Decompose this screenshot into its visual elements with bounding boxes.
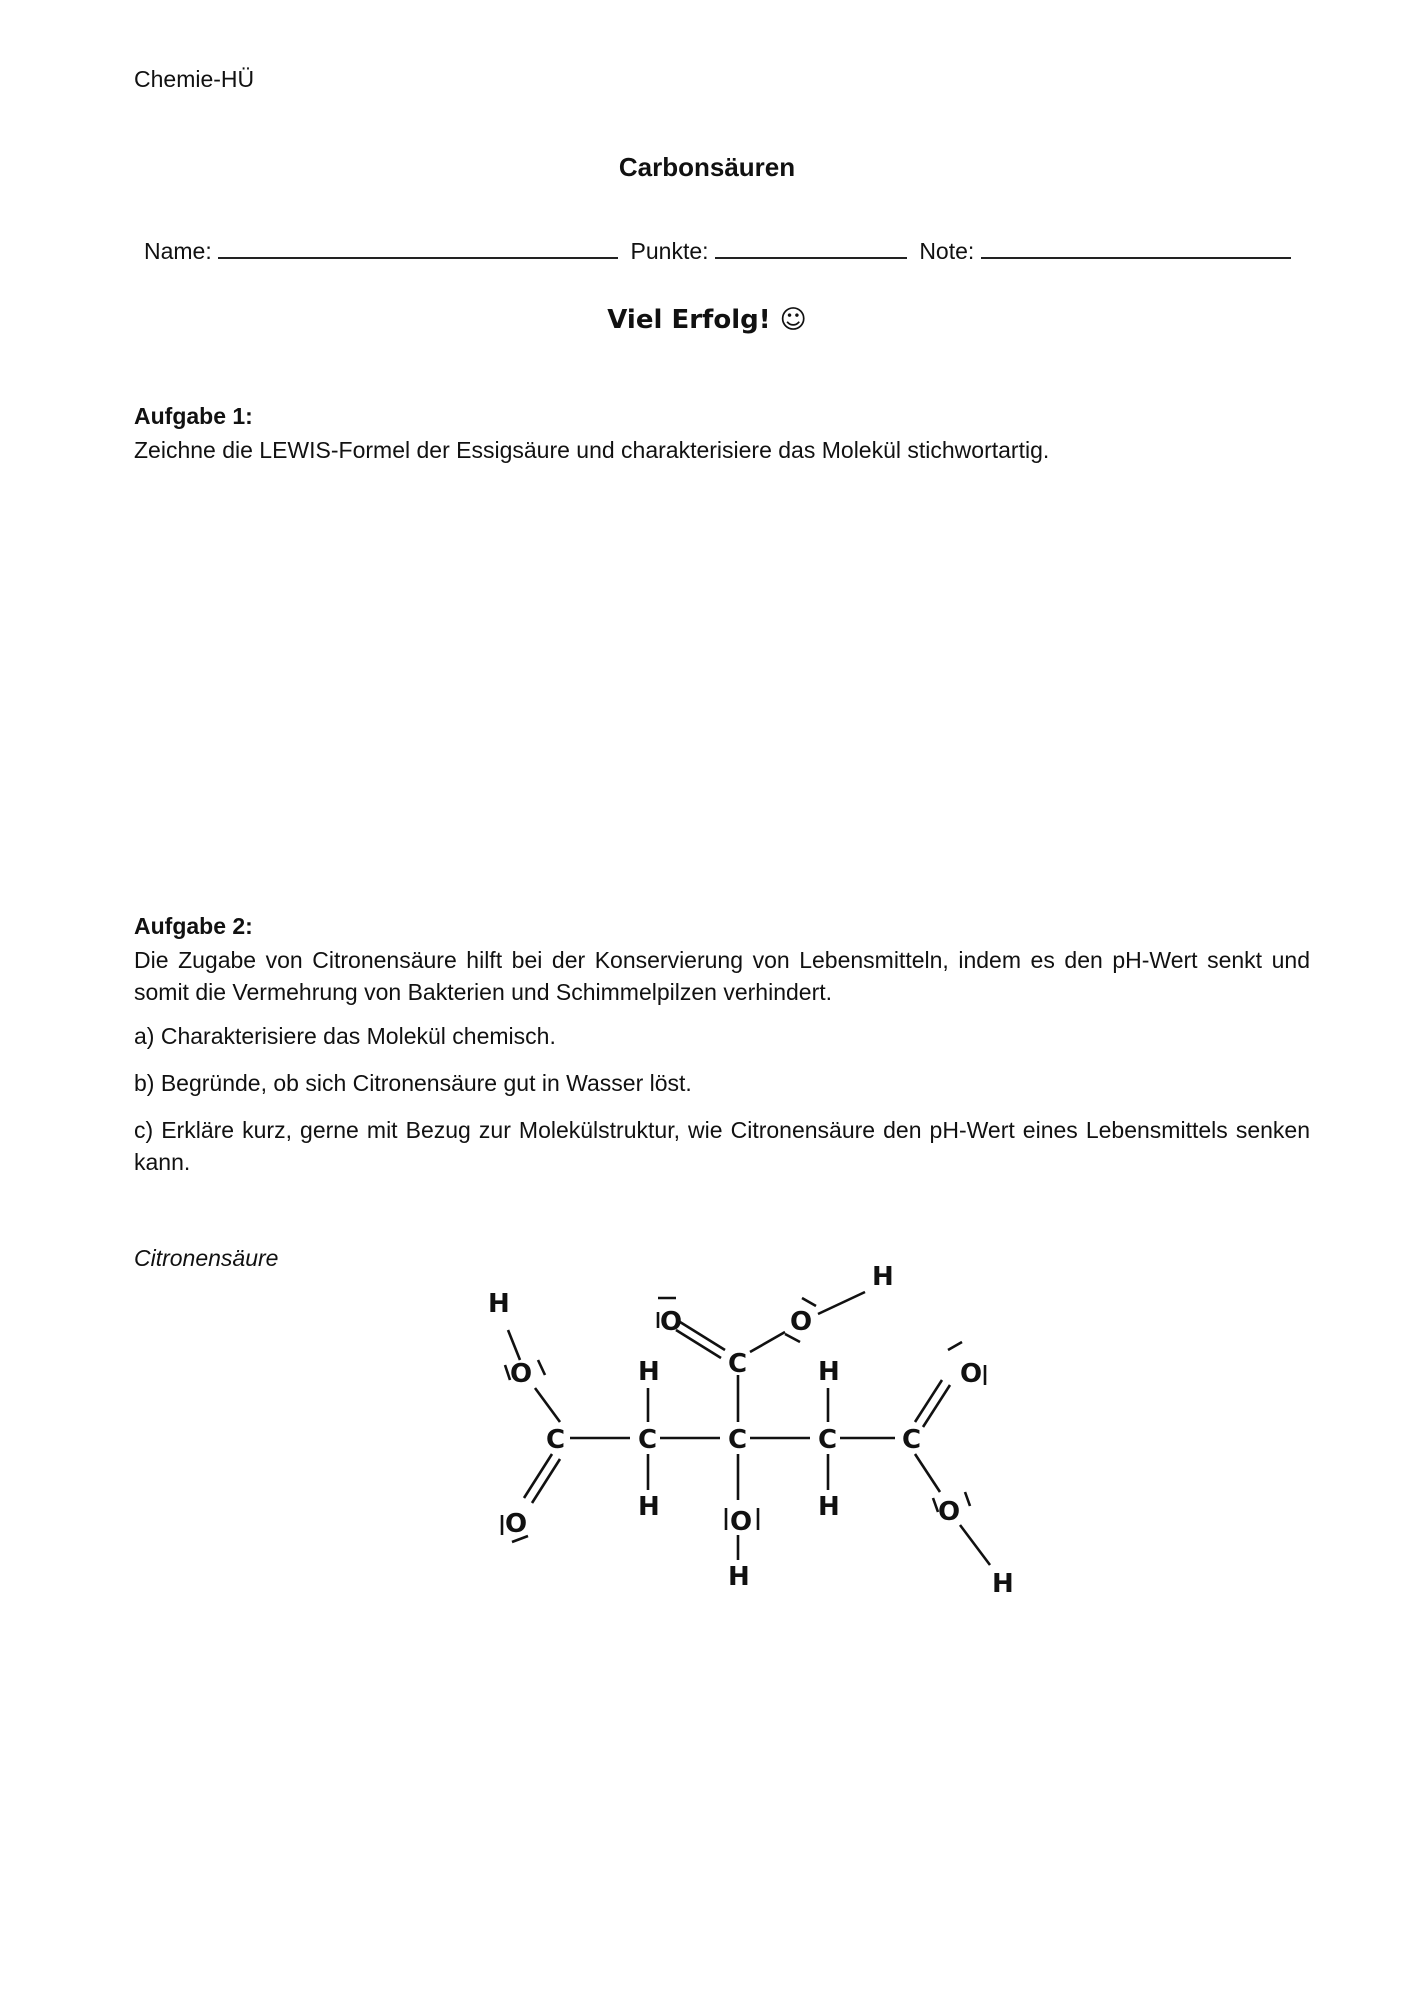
bond (960, 1525, 990, 1565)
atom-label: O (960, 1359, 983, 1389)
task2-text: Die Zugabe von Citronensäure hilft bei der Konservierung von Lebensmitteln, indem es den pH-Wert senkt und somit die Vermehrung von Bakterien und Schimmelpilzen verhindert. (134, 947, 1310, 1005)
grade-label: Note: (919, 238, 975, 264)
atom-label: O (510, 1359, 533, 1389)
figure-caption: Citronensäure (134, 1245, 279, 1271)
atom-label: H (818, 1357, 840, 1387)
page-title: Carbonsäuren (618, 152, 796, 182)
atom-label: O (660, 1307, 683, 1337)
name-field[interactable] (218, 235, 618, 259)
atom-label: C (728, 1425, 748, 1455)
atom-label: O (730, 1507, 753, 1537)
atom-label: H (728, 1562, 750, 1592)
atom-label: H (638, 1492, 660, 1522)
good-luck-text: Viel Erfolg! ☺ (607, 305, 807, 335)
task2-b: b) Begründe, ob sich Citronensäure gut in Wasser löst. (134, 1070, 692, 1096)
atom-label: O (505, 1509, 528, 1539)
student-fields (144, 235, 1297, 265)
name-label: Name: (144, 238, 212, 264)
task1-title: Aufgabe 1: (134, 403, 253, 429)
bond (915, 1454, 940, 1492)
atom-label: H (992, 1569, 1014, 1599)
atom-label: H (638, 1357, 660, 1387)
bond (923, 1385, 950, 1427)
lone-pair (802, 1298, 816, 1306)
bond (535, 1388, 560, 1422)
atom-label: H (872, 1262, 894, 1292)
atom-label: C (818, 1425, 838, 1455)
task2-c: c) Erkläre kurz, gerne mit Bezug zur Molekülstruktur, wie Citronensäure den pH-Wert eines Lebensmittels senken kann. (134, 1117, 1310, 1175)
grade-field[interactable] (981, 235, 1291, 259)
lone-pair (538, 1360, 545, 1375)
task2-title: Aufgabe 2: (134, 913, 253, 939)
bond (818, 1292, 865, 1314)
points-field[interactable] (715, 235, 907, 259)
atom-label: C (546, 1425, 566, 1455)
atom-label: H (818, 1492, 840, 1522)
bond (915, 1380, 942, 1422)
bond (508, 1330, 520, 1360)
task1-text: Zeichne die LEWIS-Formel der Essigsäure und charakterisiere das Molekül stichwortartig. (134, 437, 1050, 463)
lone-pair (965, 1492, 970, 1506)
header-label: Chemie-HÜ (134, 66, 255, 92)
atom-label: C (638, 1425, 658, 1455)
atom-label: C (902, 1425, 922, 1455)
task2-a: a) Charakterisiere das Molekül chemisch. (134, 1023, 556, 1049)
lone-pair (948, 1342, 962, 1350)
atom-label: C (728, 1349, 748, 1379)
atom-label: O (938, 1497, 961, 1527)
bond (750, 1332, 785, 1352)
citric-acid-structure (440, 1240, 1040, 1640)
points-label: Punkte: (630, 238, 709, 264)
atom-label: H (488, 1289, 510, 1319)
atom-label: O (790, 1307, 813, 1337)
